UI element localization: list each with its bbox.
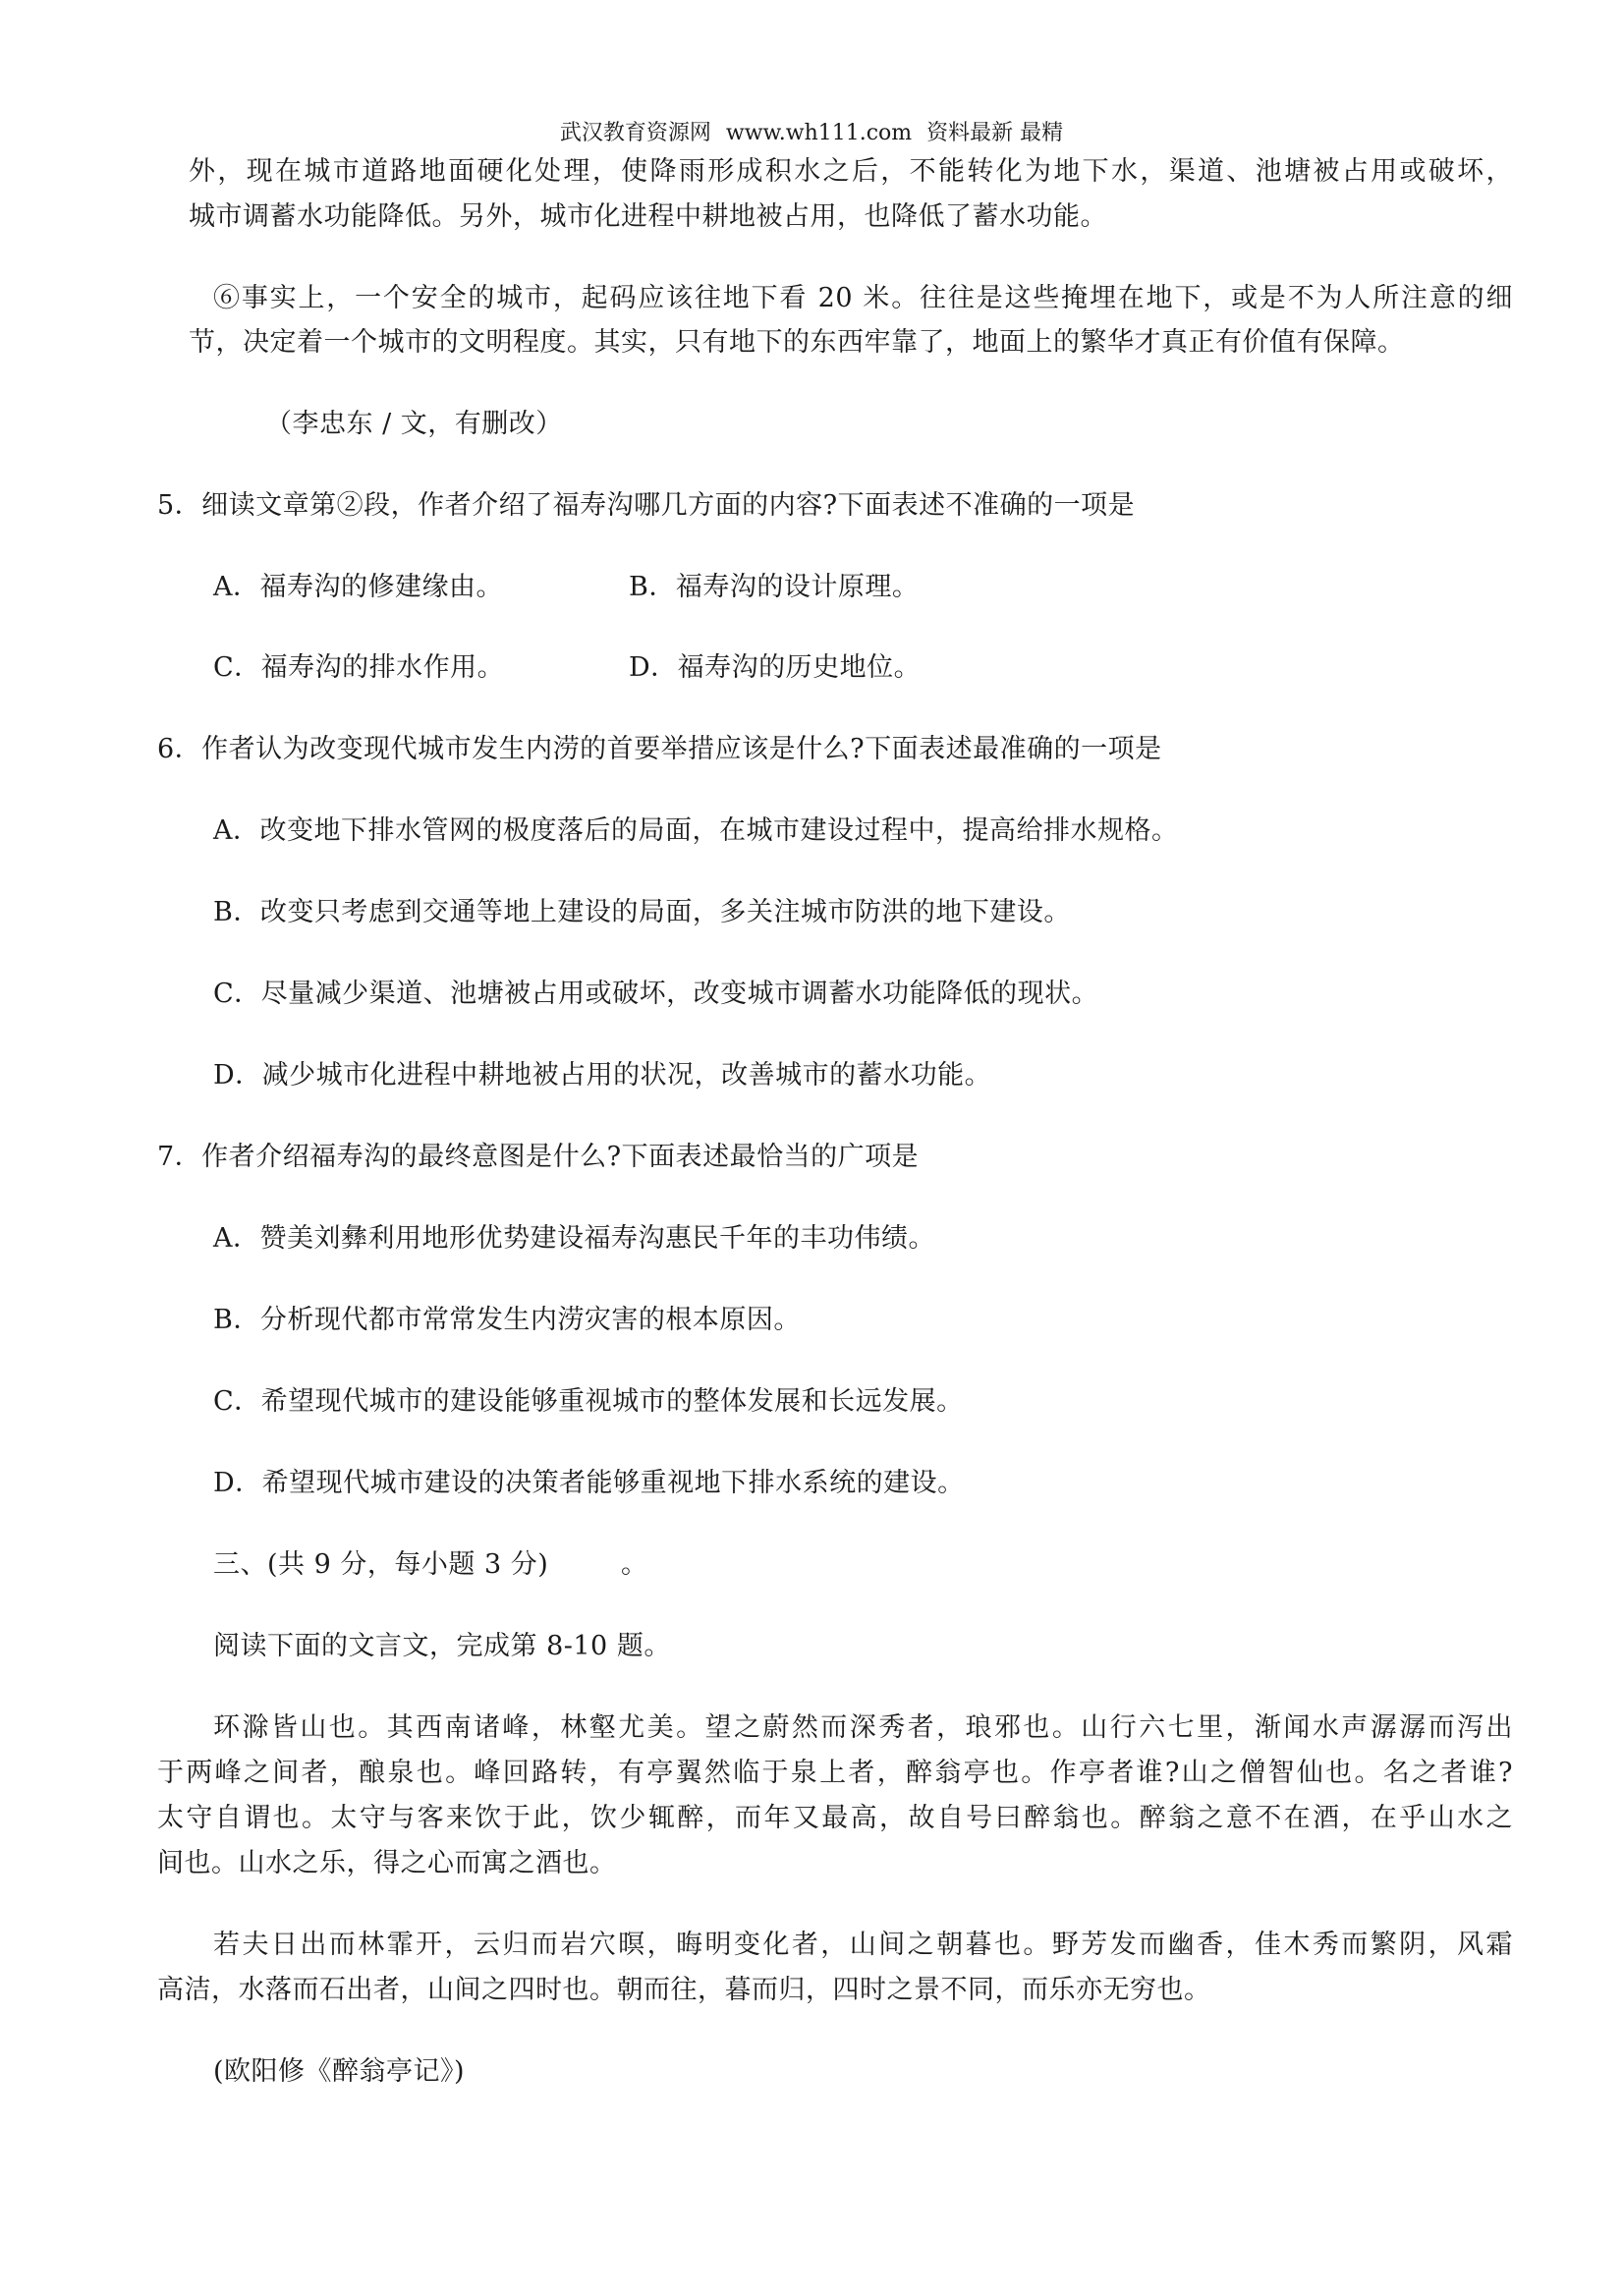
paragraph-6-line: ⑥事实上，一个安全的城市，起码应该往地下看 20 米。往往是这些掩埋在地下，或是不为人所注意的细 [213,283,1513,313]
question-6-option-c: C．尽量减少渠道、池塘被占用或破坏，改变城市调蓄水功能降低的现状。 [213,979,1099,1009]
classical-text-line: 若夫日出而林霏开，云归而岩穴暝，晦明变化者，山间之朝暮也。野芳发而幽香，佳木秀而繁阴，风霜 [213,1930,1513,1960]
question-7-option-a: A．赞美刘彝利用地形优势建设福寿沟惠民千年的丰功伟绩。 [213,1223,935,1254]
question-5-option-b: B．福寿沟的设计原理。 [629,572,920,602]
classical-text-line: 高洁，水落而石出者，山间之四时也。朝而往，暮而归，四时之景不同，而乐亦无穷也。 [157,1975,1211,2005]
classical-text-line: 于两峰之间者，酿泉也。峰回路转，有亭翼然临于泉上者，醉翁亭也。作亭者谁?山之僧智仙也。名之者谁? [157,1758,1513,1788]
section-3-title: 三、(共 9 分，每小题 3 分) [213,1549,549,1580]
passage-line: 外，现在城市道路地面硬化处理，使降雨形成积水之后，不能转化为地下水，渠道、池塘被占用或破坏， [189,156,1513,187]
passage-line: 城市调蓄水功能降低。另外，城市化进程中耕地被占用，也降低了蓄水功能。 [189,201,1107,232]
question-7-option-b: B．分析现代都市常常发生内涝灾害的根本原因。 [213,1305,801,1335]
page-header [0,116,1623,146]
site-url[interactable]: www.wh111.com [725,121,913,145]
site-tagline: 资料最新 最精 [926,121,1064,145]
passage-source: （李忠东 / 文，有删改） [265,409,563,439]
question-5-option-a: A．福寿沟的修建缘由。 [213,572,503,602]
question-6-stem: 6．作者认为改变现代城市发生内涝的首要举措应该是什么?下面表述最准确的一项是 [157,734,1162,764]
question-5-option-c: C．福寿沟的排水作用。 [213,652,505,683]
question-6-option-d: D．减少城市化进程中耕地被占用的状况，改善城市的蓄水功能。 [213,1060,992,1091]
section-3-dot: 。 [621,1549,648,1580]
question-5-option-d: D．福寿沟的历史地位。 [629,652,922,683]
classical-text-line: 间也。山水之乐，得之心而寓之酒也。 [157,1848,617,1878]
section-3-instruction: 阅读下面的文言文，完成第 8-10 题。 [213,1631,671,1661]
question-5-stem: 5．细读文章第②段，作者介绍了福寿沟哪几方面的内容?下面表述不准确的一项是 [157,490,1136,521]
question-7-option-c: C．希望现代城市的建设能够重视城市的整体发展和长远发展。 [213,1386,964,1417]
classical-text-line: 环滁皆山也。其西南诸峰，林壑尤美。望之蔚然而深秀者，琅邪也。山行六七里，渐闻水声潺潺而泻出 [213,1712,1513,1743]
classical-source: (欧阳修《醉翁亭记》) [213,2056,466,2087]
question-6-option-a: A．改变地下排水管网的极度落后的局面，在城市建设过程中，提高给排水规格。 [213,815,1179,846]
question-6-option-b: B．改变只考虑到交通等地上建设的局面，多关注城市防洪的地下建设。 [213,897,1071,927]
classical-text-line: 太守自谓也。太守与客来饮于此，饮少辄醉，而年又最高，故自号曰醉翁也。醉翁之意不在酒，在乎山水之 [157,1803,1513,1833]
site-name: 武汉教育资源网 [559,121,711,145]
question-7-option-d: D．希望现代城市建设的决策者能够重视地下排水系统的建设。 [213,1468,965,1498]
paragraph-6-line: 节，决定着一个城市的文明程度。其实，只有地下的东西牢靠了，地面上的繁华才真正有价值有保障。 [189,327,1405,358]
question-7-stem: 7．作者介绍福寿沟的最终意图是什么?下面表述最恰当的广项是 [157,1142,920,1172]
